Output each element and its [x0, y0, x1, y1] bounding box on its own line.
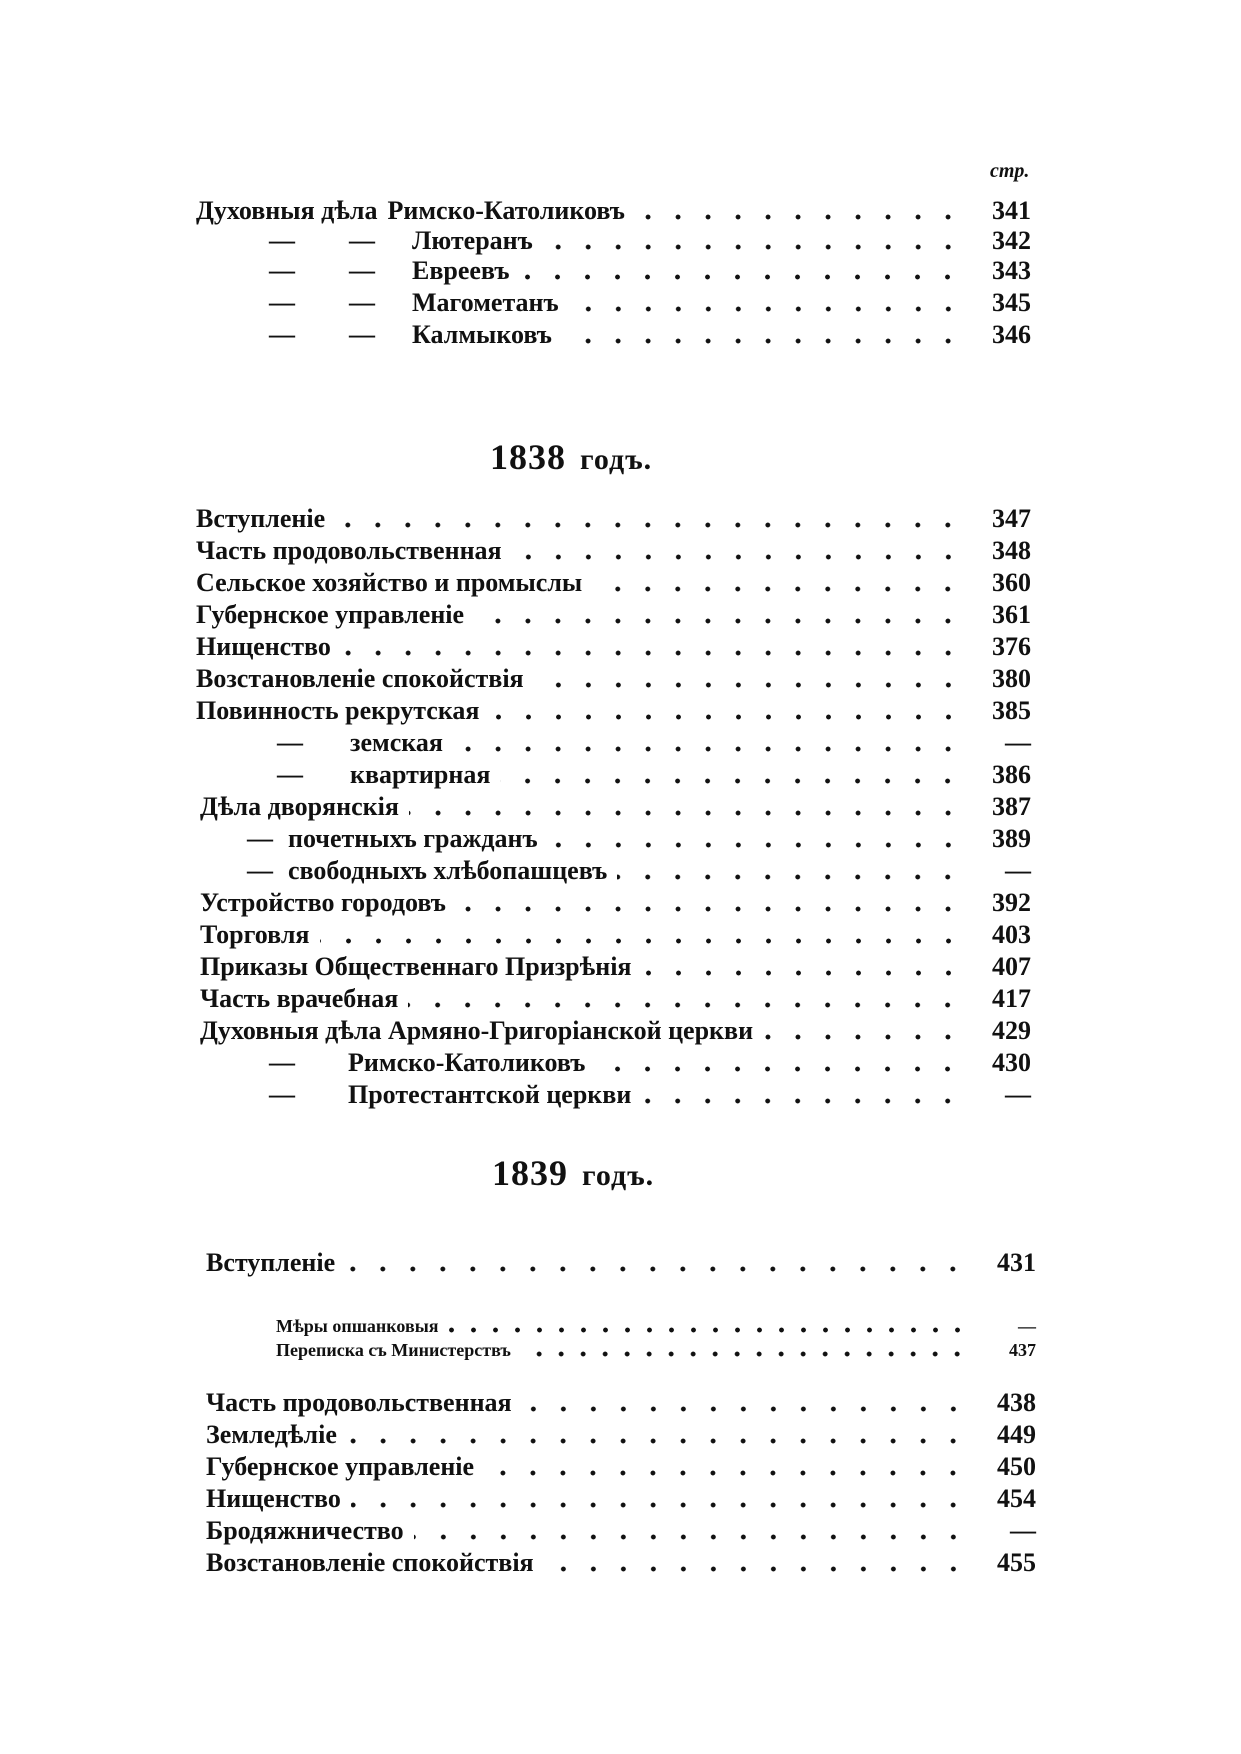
toc-page: 361	[992, 600, 1031, 629]
dash: —	[349, 256, 375, 285]
toc-page: 430	[992, 1048, 1031, 1077]
toc-row	[196, 196, 1031, 226]
dot-leader	[592, 570, 963, 594]
section-heading-1839	[492, 1152, 654, 1194]
toc-page: 386	[992, 760, 1031, 789]
page-label: стр.	[990, 160, 1030, 182]
dot-leader	[408, 986, 963, 1010]
toc-page: —	[1005, 1080, 1031, 1109]
dot-leader	[500, 762, 963, 786]
toc-title: свободныхъ хлѣбопашцевъ	[288, 856, 608, 885]
toc-page: 403	[992, 920, 1031, 949]
heading-word: годъ.	[580, 443, 653, 476]
toc-page: 437	[1009, 1340, 1036, 1360]
toc-page: 376	[992, 632, 1031, 661]
toc-title: Губернское управленіе	[206, 1452, 475, 1481]
toc-row	[200, 888, 1031, 918]
toc-page: 417	[992, 984, 1031, 1013]
toc-row	[270, 760, 1031, 790]
dash: —	[247, 856, 273, 885]
toc-row	[262, 1048, 1031, 1078]
dash: —	[269, 226, 295, 255]
toc-title: Калмыковъ	[412, 320, 552, 349]
toc-row	[206, 1420, 1036, 1450]
dot-leader	[521, 1340, 968, 1358]
dot-leader	[414, 1518, 968, 1542]
dot-leader	[351, 1486, 968, 1510]
toc-prefix: Духовныя дѣла	[196, 196, 378, 225]
toc-row	[206, 1484, 1036, 1514]
toc-row	[206, 1388, 1036, 1418]
dash: —	[269, 1048, 295, 1077]
dot-leader	[635, 198, 963, 222]
dot-leader	[347, 1422, 968, 1446]
toc-title: Сельское хозяйство и промыслы	[196, 568, 583, 597]
toc-title: Земледѣліе	[206, 1420, 337, 1449]
dot-leader	[335, 506, 963, 530]
dot-leader	[617, 858, 963, 882]
toc-page: 341	[992, 196, 1031, 225]
dot-leader	[642, 954, 964, 978]
toc-page: 407	[992, 952, 1031, 981]
toc-row	[206, 1516, 1036, 1546]
toc-page: 449	[997, 1420, 1036, 1449]
toc-page: 455	[997, 1548, 1036, 1577]
toc-title: Часть врачебная	[200, 984, 399, 1013]
toc-subrow	[276, 1314, 1036, 1338]
toc-row	[262, 320, 1031, 350]
dash: —	[349, 288, 375, 317]
dash: —	[277, 760, 303, 789]
toc-title: Дѣла дворянскія	[200, 792, 399, 821]
dot-leader	[453, 730, 963, 754]
toc-row	[196, 664, 1031, 694]
toc-row	[262, 1080, 1031, 1110]
toc-row	[196, 568, 1031, 598]
toc-title: почетныхъ гражданъ	[288, 824, 538, 853]
toc-row	[262, 226, 1031, 256]
toc-title: Торговля	[200, 920, 310, 949]
dot-leader	[512, 538, 963, 562]
dot-leader	[345, 1250, 968, 1274]
dash: —	[269, 288, 295, 317]
toc-title: земская	[350, 728, 443, 757]
toc-row	[206, 1248, 1036, 1278]
section-heading-1838	[490, 436, 652, 478]
dot-leader	[320, 922, 964, 946]
toc-page: 387	[992, 792, 1031, 821]
toc-title: Мѣры опшанковыя	[276, 1316, 439, 1336]
dot-leader	[595, 1050, 963, 1074]
dot-leader	[543, 228, 963, 252]
dot-leader	[341, 634, 963, 658]
toc-page: —	[1018, 1316, 1036, 1336]
toc-title: Возстановленіе спокойствія	[196, 664, 524, 693]
toc-title: Римско-Католиковъ	[348, 1048, 586, 1077]
toc-title: Лютеранъ	[412, 226, 533, 255]
toc-page: 429	[992, 1016, 1031, 1045]
toc-page: —	[1005, 856, 1031, 885]
toc-page: 347	[992, 504, 1031, 533]
toc-page: 348	[992, 536, 1031, 565]
toc-row	[262, 288, 1031, 318]
dot-leader	[449, 1316, 969, 1334]
toc-page: 392	[992, 888, 1031, 917]
heading-year: 1838	[490, 437, 566, 477]
toc-row	[262, 256, 1031, 286]
dot-leader	[522, 1390, 968, 1414]
dot-leader	[544, 1550, 968, 1574]
toc-title: Часть продовольственная	[196, 536, 502, 565]
toc-page: 346	[992, 320, 1031, 349]
toc-page: 345	[992, 288, 1031, 317]
toc-title: Повинность рекрутская	[196, 696, 480, 725]
dot-leader	[569, 290, 963, 314]
toc-row	[196, 696, 1031, 726]
toc-title: Духовныя дѣла Армяно-Григоріанской церкви	[200, 1016, 754, 1045]
dot-leader	[519, 258, 963, 282]
toc-title: Магометанъ	[412, 288, 559, 317]
toc-title: Нищенство	[196, 632, 331, 661]
toc-page: 380	[992, 664, 1031, 693]
toc-row	[200, 1016, 1031, 1046]
toc-row	[200, 920, 1031, 950]
toc-subrow	[276, 1338, 1036, 1362]
dot-leader	[484, 1454, 968, 1478]
dash: —	[247, 824, 273, 853]
toc-page: 454	[997, 1484, 1036, 1513]
toc-page: 385	[992, 696, 1031, 725]
toc-title: Губернское управленіе	[196, 600, 465, 629]
toc-row	[200, 792, 1031, 822]
toc-row	[196, 536, 1031, 566]
toc-title: Вступленіе	[206, 1248, 336, 1277]
toc-page: 342	[992, 226, 1031, 255]
toc-title: квартирная	[350, 760, 491, 789]
toc-row	[240, 824, 1031, 854]
dot-leader	[409, 794, 963, 818]
toc-row	[206, 1452, 1036, 1482]
dash: —	[269, 320, 295, 349]
toc-row	[196, 632, 1031, 662]
dash: —	[349, 226, 375, 255]
dash: —	[349, 320, 375, 349]
dash: —	[269, 1080, 295, 1109]
toc-title: Приказы Общественнаго Призрѣнія	[200, 952, 632, 981]
dot-leader	[763, 1018, 963, 1042]
toc-title: Устройство городовъ	[200, 888, 446, 917]
dash: —	[277, 728, 303, 757]
toc-row	[240, 856, 1031, 886]
toc-row	[196, 600, 1031, 630]
dot-leader	[534, 666, 963, 690]
toc-page: 389	[992, 824, 1031, 853]
toc-page: 431	[997, 1248, 1036, 1277]
dot-leader	[562, 322, 963, 346]
dot-leader	[474, 602, 963, 626]
dot-leader	[548, 826, 963, 850]
toc-page: 438	[997, 1388, 1036, 1417]
toc-title: Протестантской церкви	[348, 1080, 632, 1109]
dot-leader	[641, 1082, 963, 1106]
toc-row	[200, 952, 1031, 982]
dot-leader	[490, 698, 964, 722]
toc-row	[206, 1548, 1036, 1578]
toc-page: —	[1010, 1516, 1036, 1545]
toc-row	[200, 984, 1031, 1014]
toc-page: 360	[992, 568, 1031, 597]
dot-leader	[456, 890, 963, 914]
toc-title: Римско-Католиковъ	[387, 196, 625, 225]
toc-page: —	[1005, 728, 1031, 757]
toc-title: Часть продовольственная	[206, 1388, 512, 1417]
toc-title: Нищенство	[206, 1484, 341, 1513]
toc-title: Евреевъ	[412, 256, 510, 285]
dash: —	[269, 256, 295, 285]
toc-title: Вступленіе	[196, 504, 326, 533]
heading-word: годъ.	[582, 1159, 655, 1192]
toc-title: Переписка съ Министерствъ	[276, 1340, 511, 1360]
toc-title: Возстановленіе спокойствія	[206, 1548, 534, 1577]
toc-row	[196, 504, 1031, 534]
toc-row	[270, 728, 1031, 758]
heading-year: 1839	[492, 1153, 568, 1193]
toc-title: Бродяжничество	[206, 1516, 404, 1545]
toc-page: 343	[992, 256, 1031, 285]
toc-page: 450	[997, 1452, 1036, 1481]
